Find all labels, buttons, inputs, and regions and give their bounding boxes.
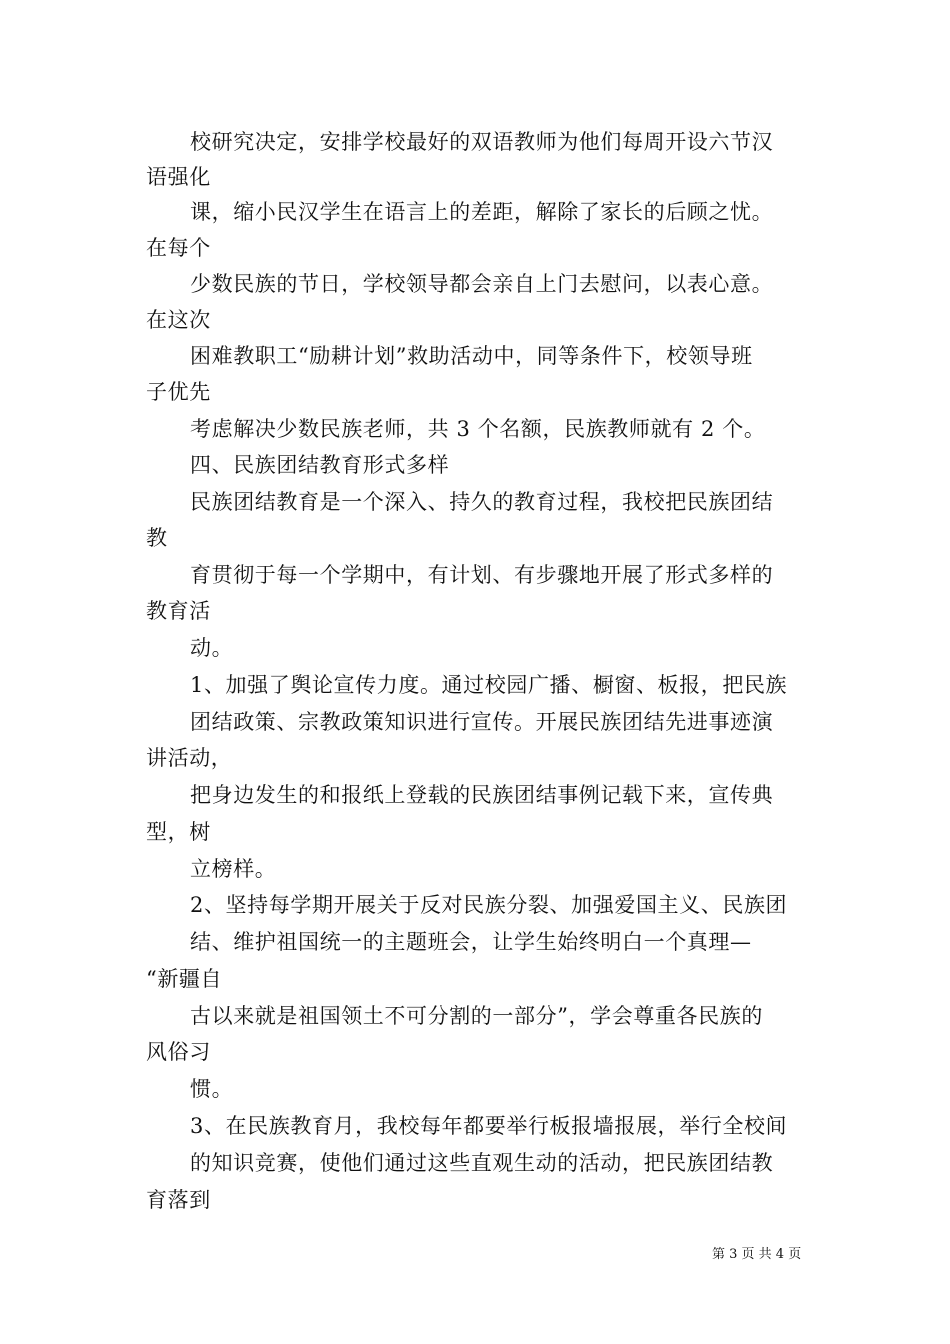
text-line: 育贯彻于每一个学期中，有计划、有步骤地开展了形式多样的 [190, 563, 774, 587]
text-line: 讲活动， [146, 746, 233, 770]
text-line: 教育活 [146, 599, 211, 623]
text-line: 惯。 [190, 1077, 234, 1101]
text-line: 语强化 [146, 165, 211, 189]
text-line: 型，树 [146, 820, 211, 844]
text-line: 2、坚持每学期开展关于反对民族分裂、加强爱国主义、民族团 [190, 893, 788, 917]
text-line: 立榜样。 [190, 857, 277, 881]
text-line: 少数民族的节日，学校领导都会亲自上门去慰问，以表心意。 [190, 272, 774, 296]
text-line: 在这次 [146, 308, 211, 332]
text-line: 子优先 [146, 380, 211, 404]
text-line: 团结政策、宗教政策知识进行宣传。开展民族团结先进事迹演 [190, 710, 774, 734]
section-heading: 四、民族团结教育形式多样 [190, 453, 450, 477]
text-line: 教 [146, 526, 168, 550]
text-line: 古以来就是祖国领土不可分割的一部分”，学会尊重各民族的 [190, 1004, 763, 1028]
text-line: 风俗习 [146, 1040, 211, 1064]
text-line: 的知识竞赛，使他们通过这些直观生动的活动，把民族团结教 [190, 1151, 774, 1175]
text-line: 把身边发生的和报纸上登载的民族团结事例记载下来，宣传典 [190, 783, 774, 807]
text-line: 结、维护祖国统一的主题班会，让学生始终明白一个真理— [190, 930, 752, 954]
text-line: 民族团结教育是一个深入、持久的教育过程，我校把民族团结 [190, 490, 774, 514]
text-line: 1、加强了舆论宣传力度。通过校园广播、橱窗、板报，把民族 [190, 673, 788, 697]
text-line: 考虑解决少数民族老师，共 3 个名额，民族教师就有 2 个。 [190, 417, 766, 441]
text-line: 在每个 [146, 236, 211, 260]
text-line: 动。 [190, 636, 234, 660]
text-line: 课，缩小民汉学生在语言上的差距，解除了家长的后顾之忧。 [190, 200, 774, 224]
text-line: 育落到 [146, 1188, 211, 1212]
text-line: 困难教职工“励耕计划”救助活动中，同等条件下，校领导班 [190, 344, 753, 368]
text-line: 校研究决定，安排学校最好的双语教师为他们每周开设六节汉 [190, 130, 774, 154]
text-line: “新疆自 [146, 967, 223, 991]
page-number-footer: 第 3 页 共 4 页 [712, 1247, 802, 1262]
text-line: 3、在民族教育月，我校每年都要举行板报墙报展，举行全校间 [190, 1114, 788, 1138]
